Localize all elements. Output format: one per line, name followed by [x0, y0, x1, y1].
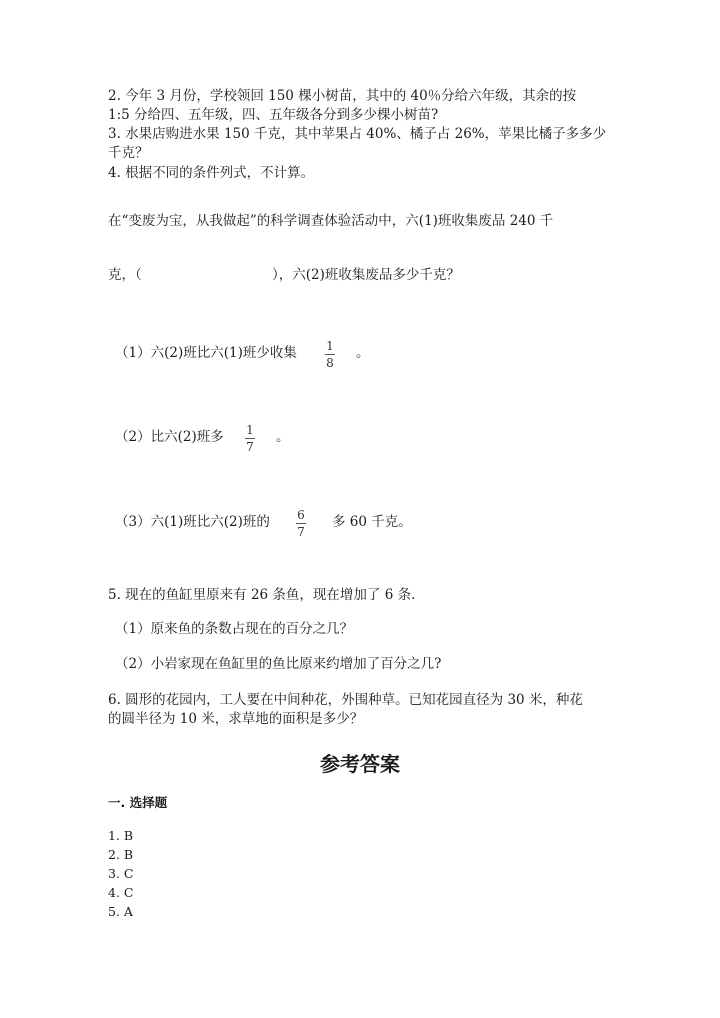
q4-intro-line1: 在“变废为宝，从我做起”的科学调查体验活动中，六(1)班收集废品 240 千 [108, 213, 554, 229]
q5-title: 5. 现在的鱼缸里原来有 26 条鱼，现在增加了 6 条. [108, 587, 416, 603]
answer-item: 1. B [108, 828, 134, 843]
q4-condition3-text: （3）六(1)班比六(2)班的 [115, 514, 270, 530]
fraction-bar [325, 354, 335, 355]
answers-section-heading: 一. 选择题 [108, 795, 168, 810]
q4-condition2-fraction [245, 424, 255, 454]
q4-intro-line2-start: 克，（ [108, 267, 142, 283]
answers-title: 参考答案 [320, 752, 400, 776]
answer-item: 3. C [108, 866, 134, 881]
fraction-numerator: 1 [326, 339, 334, 353]
q2-line2: 1:5 分给四、五年级，四、五年级各分到多少棵小树苗? [108, 107, 439, 123]
q4-intro-line2-end: ），六(2)班收集废品多少千克？ [272, 267, 460, 283]
answer-item: 5. A [108, 904, 133, 919]
q4-condition2-text: （2）比六(2)班多 [115, 429, 224, 445]
fraction-bar [245, 438, 255, 439]
q4-condition1-fraction [325, 340, 335, 370]
q4-condition3-fraction [296, 509, 306, 539]
q6-line1: 6. 圆形的花园内，工人要在中间种花，外围种草。已知花园直径为 30 米，种花 [108, 692, 583, 708]
q4-condition1-text: （1）六(2)班比六(1)班少收集 [115, 345, 297, 361]
answer-item: 4. C [108, 885, 134, 900]
fraction-denominator: 8 [326, 356, 334, 370]
q3-line2: 千克？ [108, 145, 149, 161]
q4-condition3-end: 多 60 千克。 [332, 514, 412, 530]
fraction-numerator: 6 [297, 508, 305, 522]
q4-condition2-end: 。 [276, 429, 290, 445]
q4-condition1-end: 。 [356, 345, 370, 361]
q6-line2: 的圆半径为 10 米，求草地的面积是多少？ [108, 711, 364, 727]
q5-part2: （2）小岩家现在鱼缸里的鱼比原来约增加了百分之几? [115, 656, 442, 672]
fraction-denominator: 7 [297, 525, 305, 539]
fraction-numerator: 1 [246, 423, 254, 437]
fraction-bar [296, 523, 306, 524]
q4-title: 4. 根据不同的条件列式，不计算。 [108, 165, 315, 181]
q3-line1: 3. 水果店购进水果 150 千克，其中苹果占 40%、橘子占 26%，苹果比橘子多多少 [108, 126, 607, 142]
q2-line1: 2. 今年 3 月份，学校领回 150 棵小树苗，其中的 40％分给六年级，其余的按 [108, 88, 577, 104]
answer-item: 2. B [108, 847, 134, 862]
fraction-denominator: 7 [246, 440, 254, 454]
q5-part1: （1）原来鱼的条数占现在的百分之几？ [115, 621, 354, 637]
